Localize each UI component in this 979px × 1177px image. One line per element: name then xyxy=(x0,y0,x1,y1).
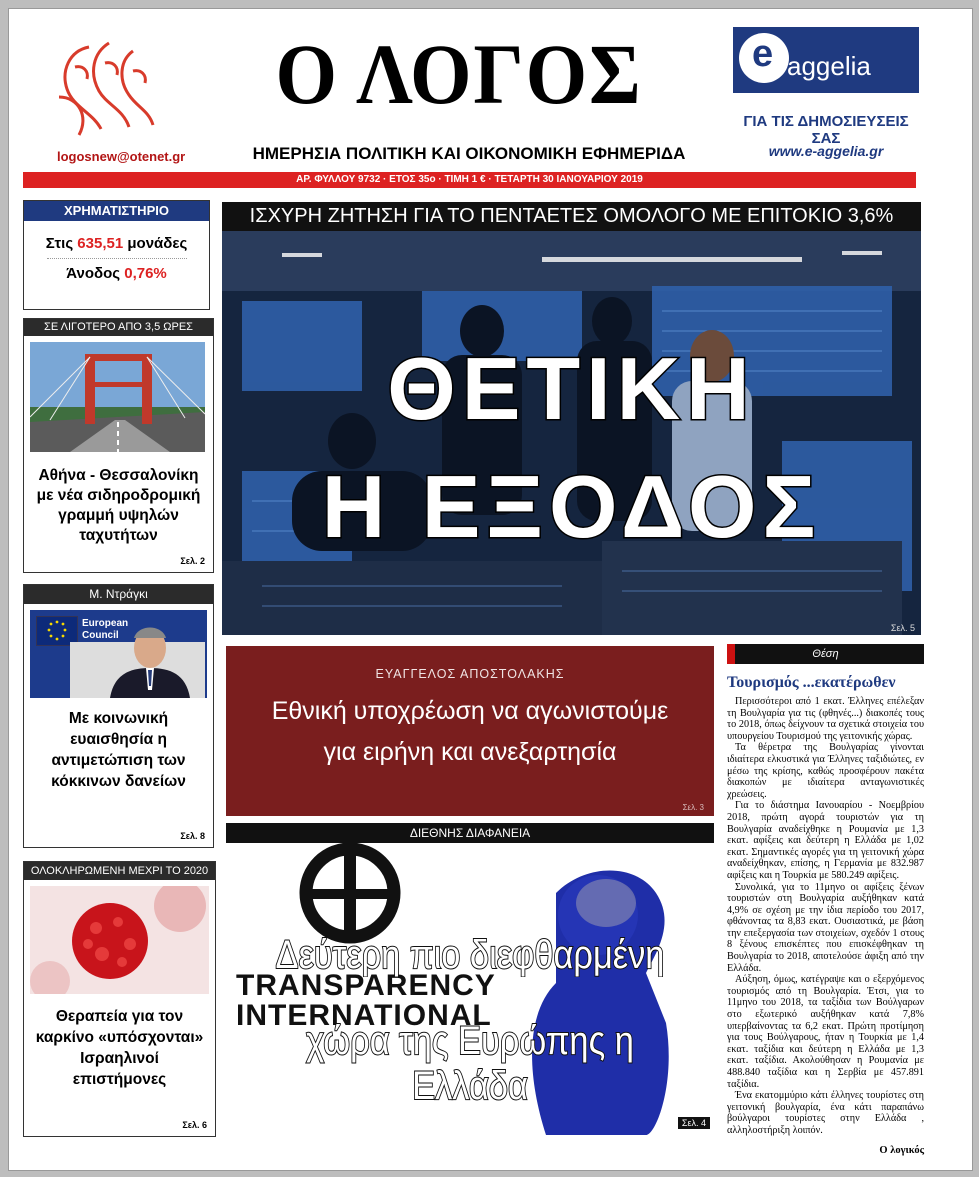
ti-logo-line1: TRANSPARENCY xyxy=(236,969,496,1002)
train-headline: Αθήνα - Θεσσαλονίκη με νέα σιδηροδρομική γραμμή υψηλών ταχυτήτων xyxy=(36,467,201,544)
eaggelia-tagline: ΓΙΑ ΤΙΣ ΔΗΜΟΣΙΕΥΣΕΙΣ ΣΑΣ xyxy=(743,113,909,147)
side-story-train[interactable] xyxy=(23,318,214,573)
opinion-page-ref: Σελ. 3 xyxy=(682,803,704,812)
column-paragraph: Περισσότεροι από 1 εκατ. Έλληνες επέλεξαν τη Βουλγαρία για τις (φθηνές...) διακοπές τους το 2018, όπως δείχνουν τα σχετικά στοιχεία του υπουργείου Τουρισμού της γειτονικής χώρας. xyxy=(727,696,924,742)
faces-logo-icon xyxy=(49,37,169,142)
contact-email[interactable]: logosnew@otenet.gr xyxy=(57,149,186,164)
column-paragraph: Αύξηση, όμως, κατέγραψε και ο εξερχόμενος τουρισμός από τη Βουλγαρία. Έτσι, για το 11μηνο του 2018, τα ταξίδια των Βούλγαρων στο εξωτερικό αυξήθηκαν κατά 7,8% υπερβαίνοντας τα 6,2 εκατ. Πρώτη προτίμηση για τους Βούλγαρους, ήταν η Τουρκία με 1,4 εκατ. ταξίδια και δεύτερη η Ελλάδα με 1,3 εκατ. ταξίδια. Ακολούθησαν η Ρουμανία με 488.840 ταξίδια και η Σερβία με 457.891 ταξίδια. xyxy=(727,974,924,1090)
draghi-image-caption: European Council xyxy=(82,618,129,641)
newspaper-front-page xyxy=(8,8,973,1171)
side-story-cancer[interactable] xyxy=(23,861,216,1137)
cancer-header: ΟΛΟΚΛΗΡΩΜΕΝΗ ΜΕΧΡΙ ΤΟ 2020 xyxy=(24,862,215,880)
column-signature: Ο λογικός xyxy=(879,1144,924,1156)
masthead-subtitle: ΗΜΕΡΗΣΙΑ ΠΟΛΙΤΙΚΗ ΚΑΙ ΟΙΚΟΝΟΜΙΚΗ ΕΦΗΜΕΡΙΔΑ xyxy=(252,144,686,163)
eaggelia-ad-banner[interactable] xyxy=(733,27,919,93)
eaggelia-url[interactable]: www.e-aggelia.gr xyxy=(768,143,884,159)
stock-index-line xyxy=(24,235,209,252)
train-header: ΣΕ ΛΙΓΟΤΕΡΟ ΑΠΟ 3,5 ΩΡΕΣ xyxy=(24,319,213,336)
draghi-page-ref: Σελ. 8 xyxy=(180,831,205,841)
transparency-page-ref: Σελ. 4 xyxy=(678,1117,710,1129)
lead-headline-line1: ΘΕΤΙΚΗ xyxy=(387,339,756,438)
stock-divider xyxy=(47,258,187,259)
stock-header: ΧΡΗΜΑΤΙΣΤΗΡΙΟ xyxy=(24,201,209,221)
stock-change-prefix: Άνοδος xyxy=(66,265,125,282)
stock-index-suffix: μονάδες xyxy=(123,235,188,252)
cancer-cell-image xyxy=(30,886,209,994)
transparency-headline-line1: Δεύτερη πιο διεφθαρμένη xyxy=(275,933,665,977)
column-paragraph: Συνολικά, για το 11μηνο οι αφίξεις ξένων τουριστών στη Βουλγαρία αυξήθηκαν κατά 4,9% σε σχέση με την ίδια περίοδο του 2017, φθάνοντας τα 8,83 εκατ. Ουσιαστικά, με βάση την επεξεργασία των στοιχείων, σχεδόν 1 στους 8 ξένους επισκέπτες που επισκέφθηκαν τη Βουλγαρία το 2018, αποτελούσε άφιξη από την Ελλάδα. xyxy=(727,881,924,974)
column-paragraph: Τα θέρετρα της Βουλγαρίας γίνονται ιδιαίτερα ελκυστικά για Έλληνες ταξιδιώτες, εν μέσω της κρίσης, καθώς προσφέρουν πακέτα διακοπών με ιδιαίτερα ανταγωνιστικές χρεώσεις. xyxy=(727,742,924,800)
opinion-headline-line1: Εθνική υποχρέωση να αγωνιστούμε xyxy=(271,697,669,725)
stock-change-value: 0,76% xyxy=(124,265,167,282)
eaggelia-brand: aggelia xyxy=(787,51,871,81)
opinion-headline-line2: για ειρήνη και ανεξαρτησία xyxy=(323,738,617,766)
transparency-header[interactable]: ΔΙΕΘΝΗΣ ΔΙΑΦΑΝΕΙΑ xyxy=(226,823,714,843)
lead-banner[interactable]: ΙΣΧΥΡΗ ΖΗΤΗΣΗ ΓΙΑ ΤΟ ΠΕΝΤΑΕΤΕΣ ΟΜΟΛΟΓΟ ΜΕ ΕΠΙΤΟΚΙΟ 3,6% xyxy=(222,202,921,231)
stock-index-prefix: Στις xyxy=(45,235,78,252)
draghi-header: Μ. Ντράγκι xyxy=(24,585,213,604)
train-bridge-image xyxy=(30,342,207,452)
column-paragraph: Ένα εκατομμύριο κάτι έλληνες τουρίστες στη γειτονική βουλγαρία, ένα κάτι παραπάνω βούλγαροι τουρίστες στην Ελλάδα , αλληλοστήριξη λοιπόν. xyxy=(727,1090,924,1136)
draghi-headline: Με κοινωνική ευαισθησία η αντιμετώπιση των κόκκινων δανείων xyxy=(51,710,186,790)
column-header-accent xyxy=(727,644,735,664)
side-story-draghi[interactable] xyxy=(23,584,214,848)
opinion-box[interactable] xyxy=(226,646,714,816)
draghi-photo xyxy=(30,610,207,698)
transparency-story[interactable] xyxy=(226,843,714,1135)
issue-info-bar xyxy=(23,172,916,188)
column-header: Θέση xyxy=(812,648,839,660)
lead-headline-line2: Η ΕΞΟΔΟΣ xyxy=(321,457,822,556)
transparency-headline-line2: χώρα της Ευρώπης η Ελλάδα xyxy=(306,1019,634,1108)
stock-index-value: 635,51 xyxy=(77,235,124,252)
lead-page-ref: Σελ. 5 xyxy=(890,623,915,633)
train-page-ref: Σελ. 2 xyxy=(180,556,205,566)
issue-info-text: ΑΡ. ΦΥΛΛΟΥ 9732 · ΕΤΟΣ 35ο · ΤΙΜΗ 1 € · ΤΕΤΑΡΤΗ 30 ΙΑΝΟΥΑΡΙΟΥ 2019 xyxy=(296,174,643,185)
eaggelia-logo-letter: e xyxy=(752,33,774,75)
column-paragraph: Για το διάστημα Ιανουαρίου - Νοεμβρίου 2018, πρώτη αγορά τουριστών για τη Βουλγαρία αναδείχθηκε η Ρουμανία με 1,3 εκατ. αφίξεις και δεύτερη η Ελλάδα με 1,02 εκατ. Σημαντικές αγορές για τη γειτονική χώρα αναδείχθηκαν, επίσης, η Γερμανία με 832.987 αφίξεις και η Τουρκία με 580.249 αφίξεις. xyxy=(727,800,924,881)
lead-hero-image[interactable] xyxy=(222,231,921,635)
column-header-bar xyxy=(727,644,924,664)
column-title: Τουρισμός ...εκατέρωθεν xyxy=(727,674,896,691)
cancer-page-ref: Σελ. 6 xyxy=(182,1120,207,1130)
column-thesi[interactable] xyxy=(727,644,924,1156)
stock-change-line xyxy=(24,265,209,282)
opinion-author: ΕΥΑΓΓΕΛΟΣ ΑΠΟΣΤΟΛΑΚΗΣ xyxy=(375,667,565,681)
stock-market-box[interactable] xyxy=(23,200,210,310)
masthead-title: Ο ΛΟΓΟΣ xyxy=(275,26,643,122)
cancer-headline: Θεραπεία για τον καρκίνο «υπόσχονται» Ισραηλινοί επιστήμονες xyxy=(35,1008,204,1088)
ti-logo-line2: INTERNATIONAL xyxy=(236,999,492,1032)
